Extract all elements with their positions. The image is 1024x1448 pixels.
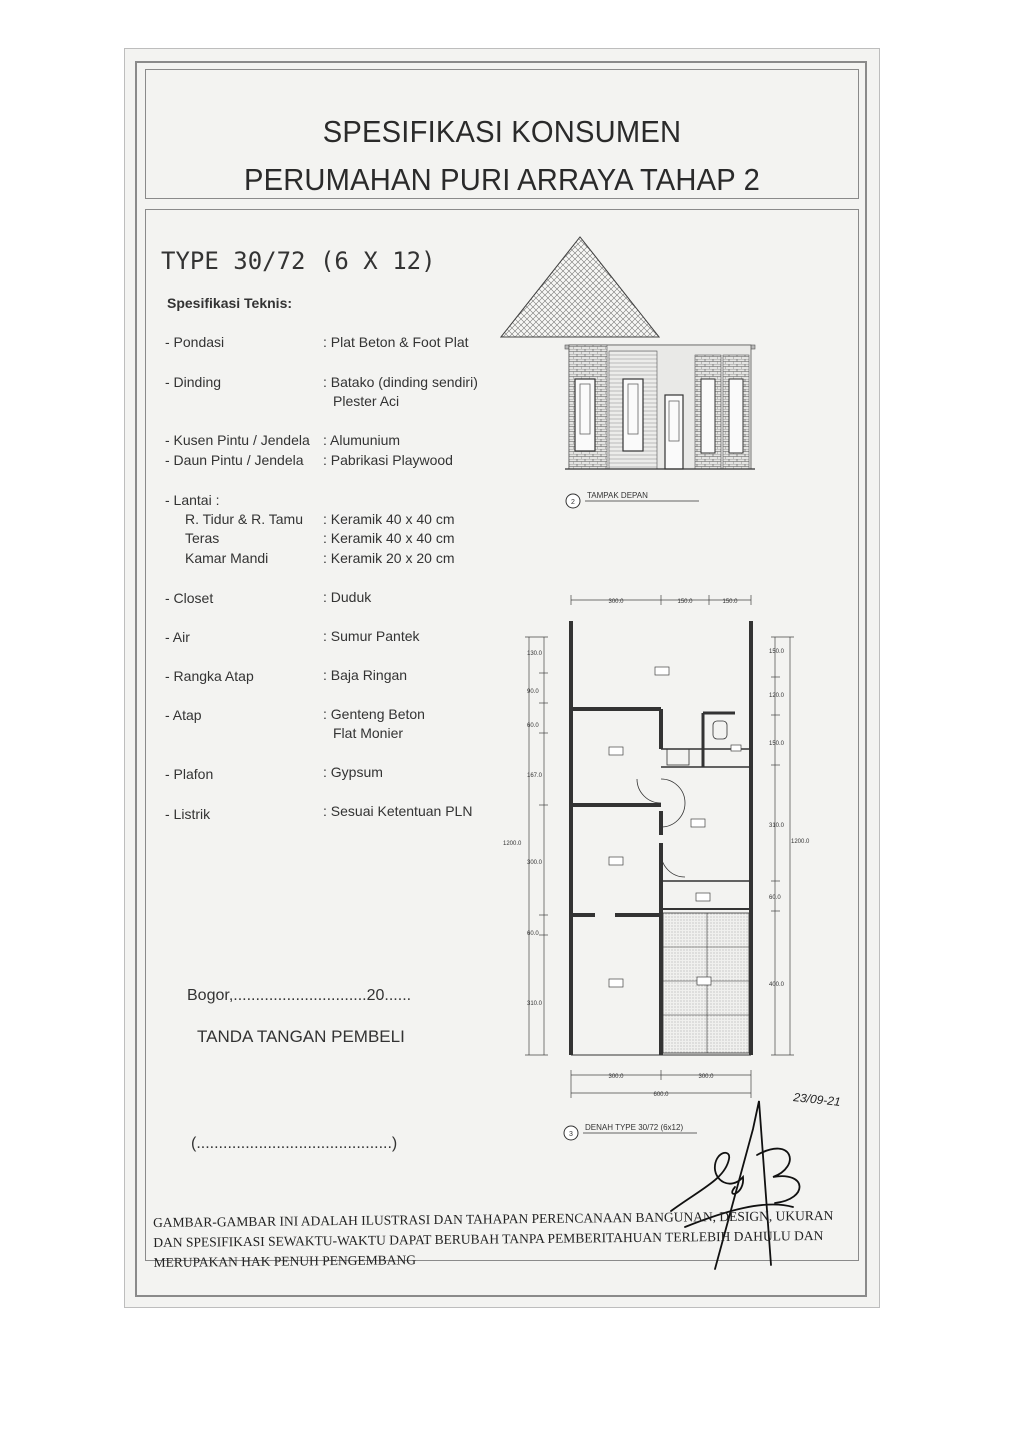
dim-left-4: 167.0	[527, 773, 543, 779]
handwritten-date: 23/09-21	[792, 1090, 842, 1109]
spec-value-listrik: : Sesuai Ketentuan PLN	[323, 803, 473, 819]
spec-label-dinding: - Dinding	[165, 374, 222, 390]
dim-left-3: 60.0	[527, 723, 539, 729]
dim-top-1: 300.0	[608, 599, 624, 605]
spec-value-plafon: : Gypsum	[323, 764, 383, 780]
spec-value-kusen: : Alumunium	[323, 432, 401, 448]
dim-left-total: 1200.0	[503, 841, 522, 847]
spec-value-atap-2: Flat Monier	[333, 725, 404, 741]
buyer-signature-title: TANDA TANGAN PEMBELI	[197, 1027, 405, 1046]
spec-label-teras: Teras	[185, 530, 220, 546]
spec-label-rangka-atap: - Rangka Atap	[165, 668, 254, 684]
spec-label-r-tidur: R. Tidur & R. Tamu	[185, 511, 304, 527]
floor-plan-label: DENAH TYPE 30/72 (6x12)	[585, 1123, 684, 1132]
spec-value-kamar-mandi: : Keramik 20 x 20 cm	[323, 550, 455, 566]
disclaimer-note: GAMBAR-GAMBAR INI ADALAH ILUSTRASI DAN TAHAPAN PERENCANAAN BANGUNAN, DESIGN, UKURAN DAN SPESIFIKASI SEWAKTU-WAKTU DAPAT BERUBAH TANPA PEMBERITAHUAN TERLEBIH DAHULU DAN MERUPAKAN HAK PENUH PENGEMBANG	[153, 1207, 834, 1270]
architectural-drawings	[125, 49, 879, 1307]
dim-left-6: 60.0	[527, 931, 539, 937]
dim-right-5: 60.0	[769, 895, 781, 901]
front-view-caption	[566, 491, 699, 508]
spec-value-dinding-2: Plester Aci	[333, 393, 400, 409]
dim-right-2: 120.0	[769, 693, 785, 699]
spec-value-dinding: : Batako (dinding sendiri)	[323, 374, 478, 390]
front-view-label: TAMPAK DEPAN	[587, 491, 648, 500]
floor-plan-caption	[564, 1123, 697, 1140]
title-line-1: SPESIFIKASI KONSUMEN	[322, 114, 682, 149]
spec-label-pondasi: - Pondasi	[165, 334, 225, 350]
spec-value-pondasi: : Plat Beton & Foot Plat	[323, 334, 469, 350]
spec-value-teras: : Keramik 40 x 40 cm	[323, 530, 455, 546]
spec-value-air: : Sumur Pantek	[323, 628, 420, 644]
spec-heading: Spesifikasi Teknis:	[167, 295, 293, 311]
spec-label-closet: - Closet	[165, 590, 214, 606]
dim-left-7: 310.0	[527, 1001, 543, 1007]
spec-label-atap: - Atap	[165, 707, 202, 723]
spec-label-kusen: - Kusen Pintu / Jendela	[165, 432, 310, 448]
spec-label-daun-pintu: - Daun Pintu / Jendela	[165, 452, 304, 468]
dim-left-5: 300.0	[527, 860, 543, 866]
title-line-2: PERUMAHAN PURI ARRAYA TAHAP 2	[243, 162, 761, 197]
dim-right-6: 400.0	[769, 982, 785, 988]
spec-label-plafon: - Plafon	[165, 766, 214, 782]
spec-label-listrik: - Listrik	[165, 806, 211, 822]
spec-label-lantai: - Lantai :	[165, 492, 220, 508]
dim-right-1: 150.0	[769, 649, 785, 655]
spec-sheet	[124, 48, 880, 1308]
dim-top-2: 150.0	[677, 599, 693, 605]
dim-bottom-total: 600.0	[653, 1092, 669, 1098]
spec-value-rangka-atap: : Baja Ringan	[323, 667, 408, 683]
dim-right-total: 1200.0	[791, 839, 810, 845]
spec-value-daun-pintu: : Pabrikasi Playwood	[323, 452, 453, 468]
dim-left-1: 130.0	[527, 651, 543, 657]
floor-plan	[571, 621, 751, 1055]
floor-plan-marker: 3	[569, 1131, 573, 1138]
dim-right-3: 150.0	[769, 741, 785, 747]
house-type-title: TYPE 30/72 (6 X 12)	[161, 247, 436, 275]
dim-right-4: 310.0	[769, 823, 785, 829]
spec-value-atap: : Genteng Beton	[323, 706, 425, 722]
spec-value-closet: : Duduk	[323, 589, 372, 605]
place-date-line: Bogor,..............................20......	[187, 987, 412, 1004]
dim-left-2: 90.0	[527, 689, 539, 695]
spec-label-air: - Air	[165, 629, 190, 645]
front-elevation	[501, 237, 755, 469]
buyer-name-line: (............................................)	[191, 1135, 398, 1152]
front-view-marker: 2	[571, 499, 575, 506]
dim-bottom-2: 300.0	[698, 1074, 714, 1080]
dim-bottom-1: 300.0	[608, 1074, 624, 1080]
spec-label-kamar-mandi: Kamar Mandi	[185, 550, 269, 566]
spec-value-r-tidur: : Keramik 40 x 40 cm	[323, 511, 455, 527]
dim-top-3: 150.0	[722, 599, 738, 605]
